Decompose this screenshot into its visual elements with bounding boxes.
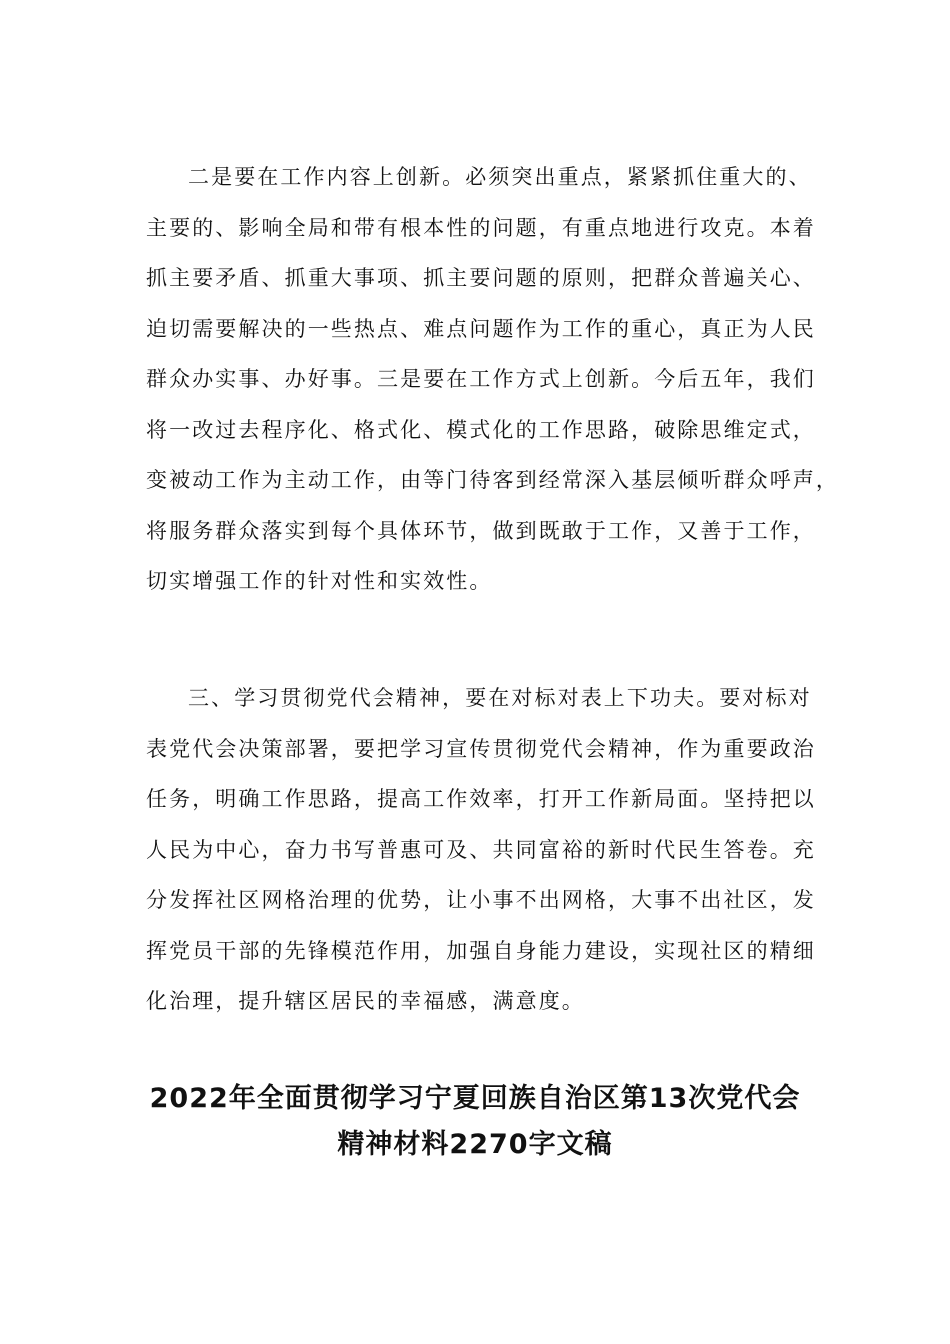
paragraph-line: 二是要在工作内容上创新。必须突出重点，紧紧抓住重大的、 [188,165,812,189]
paragraph-line: 人民为中心，奋力书写普惠可及、共同富裕的新时代民生答卷。充 [146,837,816,862]
paragraph-line: 将服务群众落实到每个具体环节，做到既敢于工作，又善于工作， [146,518,816,543]
title-line: 2022年全面贯彻学习宁夏回族自治区第13次党代会 [149,1083,801,1114]
paragraph-line: 迫切需要解决的一些热点、难点问题作为工作的重心，真正为人民 [146,316,816,341]
paragraph-line: 主要的、影响全局和带有根本性的问题，有重点地进行攻克。本着 [146,215,816,240]
paragraph-line: 群众办实事、办好事。三是要在工作方式上创新。今后五年，我们 [146,367,816,391]
paragraph-line: 将一改过去程序化、格式化、模式化的工作思路，破除思维定式， [146,417,816,442]
paragraph-benchmarking [146,673,826,1027]
paragraph-line: 抓主要矛盾、抓重大事项、抓主要问题的原则，把群众普遍关心、 [146,266,816,290]
paragraph-line: 化治理，提升辖区居民的幸福感，满意度。 [146,989,585,1013]
paragraph-line: 三、学习贯彻党代会精神，要在对标对表上下功夫。要对标对 [188,686,812,710]
paragraph-line: 任务，明确工作思路，提高工作效率，打开工作新局面。坚持把以 [146,787,816,811]
title-line: 精神材料2270字文稿 [337,1129,613,1160]
paragraph-line: 挥党员干部的先锋模范作用，加强自身能力建设，实现社区的精细 [146,938,816,963]
document-title [0,1076,950,1168]
paragraph-line: 分发挥社区网格治理的优势，让小事不出网格，大事不出社区，发 [146,888,816,912]
paragraph-line: 变被动工作为主动工作，由等门待客到经常深入基层倾听群众呼声， [146,468,839,492]
paragraph-line: 切实增强工作的针对性和实效性。 [146,569,493,593]
paragraph-line: 表党代会决策部署，要把学习宣传贯彻党代会精神，作为重要政治 [146,736,816,761]
paragraph-work-innovation [146,152,839,607]
